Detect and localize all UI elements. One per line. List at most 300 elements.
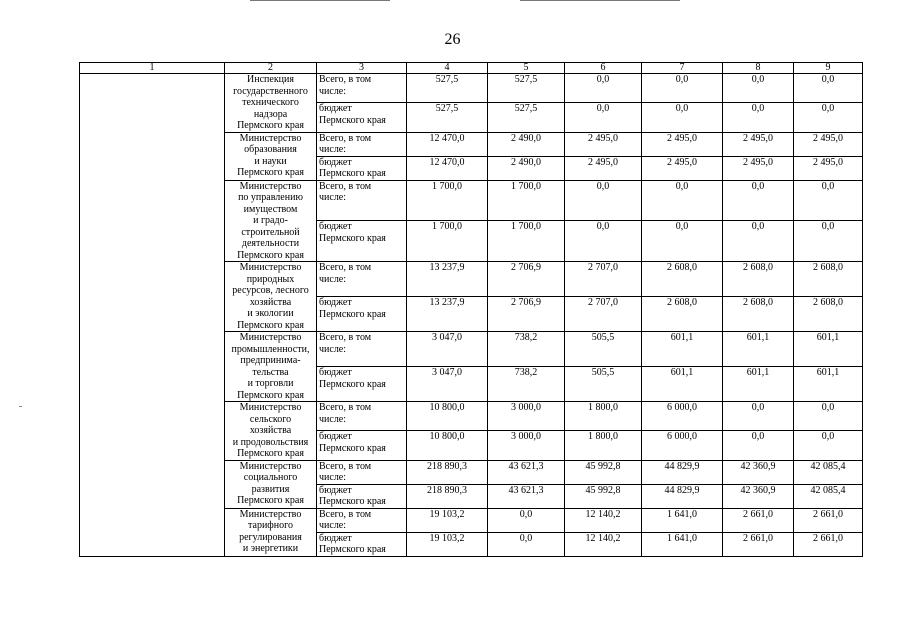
value-text: 0,0 bbox=[596, 103, 610, 115]
column-header: 4 bbox=[407, 63, 488, 74]
funding-type-line: Пермского края bbox=[319, 496, 386, 507]
value-text: 44 829,9 bbox=[664, 484, 700, 496]
value-text: 0,0 bbox=[751, 74, 765, 85]
value-cell-col-9 bbox=[794, 74, 863, 103]
value-text: 527,5 bbox=[514, 103, 538, 115]
funding-type-line: числе: bbox=[319, 472, 347, 483]
value-text: 2 490,0 bbox=[511, 132, 541, 144]
value-cell-col-6 bbox=[565, 132, 642, 156]
value-cell-col-7 bbox=[642, 431, 723, 460]
value-text: 2 490,0 bbox=[511, 156, 541, 168]
value-text: 738,2 bbox=[514, 367, 538, 378]
value-cell-col-5 bbox=[488, 508, 565, 532]
value-text: 42 085,4 bbox=[810, 460, 846, 472]
value-cell-col-6 bbox=[565, 508, 642, 532]
value-text: 3 047,0 bbox=[432, 367, 462, 378]
column-header: 9 bbox=[794, 63, 863, 74]
agency-name-line: Министерство bbox=[239, 132, 302, 144]
value-text: 19 103,2 bbox=[429, 532, 465, 544]
agency-cell bbox=[225, 460, 317, 508]
value-cell-col-7 bbox=[642, 74, 723, 103]
funding-type-line: Всего, в том bbox=[319, 262, 372, 273]
funding-type-cell bbox=[317, 221, 407, 262]
column-header: 7 bbox=[642, 63, 723, 74]
value-text: 13 237,9 bbox=[429, 262, 465, 273]
funding-type-line: бюджет bbox=[319, 297, 352, 308]
value-text: 218 890,3 bbox=[427, 460, 467, 472]
funding-type-cell bbox=[317, 402, 407, 431]
agency-name-line: природных bbox=[246, 273, 295, 285]
value-cell-col-4 bbox=[407, 431, 488, 460]
value-text: 10 800,0 bbox=[429, 402, 465, 413]
value-cell-col-8 bbox=[723, 156, 794, 180]
value-text: 2 495,0 bbox=[743, 132, 773, 144]
value-text: 0,0 bbox=[821, 74, 835, 85]
funding-type-cell bbox=[317, 262, 407, 297]
value-cell-col-6 bbox=[565, 402, 642, 431]
value-text: 0,0 bbox=[821, 221, 835, 233]
value-cell-col-8 bbox=[723, 508, 794, 532]
funding-type-line: числе: bbox=[319, 144, 347, 155]
agency-name-line: ресурсов, лесного bbox=[232, 285, 309, 296]
value-text: 42 360,9 bbox=[740, 460, 776, 472]
value-text: 12 470,0 bbox=[429, 156, 465, 168]
value-text: 527,5 bbox=[514, 74, 538, 85]
value-cell-col-7 bbox=[642, 460, 723, 484]
value-text: 42 360,9 bbox=[740, 484, 776, 496]
value-cell-col-4 bbox=[407, 367, 488, 402]
value-text: 10 800,0 bbox=[429, 431, 465, 443]
value-cell-col-6 bbox=[565, 74, 642, 103]
agency-name-line: образования bbox=[244, 144, 297, 155]
value-cell-col-8 bbox=[723, 221, 794, 262]
value-text: 738,2 bbox=[514, 332, 538, 343]
value-text: 2 608,0 bbox=[667, 297, 697, 308]
value-text: 601,1 bbox=[670, 367, 694, 378]
agency-name-line: Пермского края bbox=[237, 167, 304, 178]
funding-type-cell bbox=[317, 103, 407, 132]
funding-type-cell bbox=[317, 297, 407, 332]
value-cell-col-7 bbox=[642, 132, 723, 156]
funding-type-line: числе: bbox=[319, 85, 347, 97]
value-text: 527,5 bbox=[435, 74, 459, 85]
value-cell-col-9 bbox=[794, 431, 863, 460]
agency-name-line: и экологии bbox=[247, 308, 294, 319]
value-text: 19 103,2 bbox=[429, 508, 465, 520]
value-cell-col-5 bbox=[488, 297, 565, 332]
value-text: 45 992,8 bbox=[585, 460, 621, 472]
value-cell-col-8 bbox=[723, 367, 794, 402]
value-text: 43 621,3 bbox=[508, 460, 544, 472]
value-cell-col-9 bbox=[794, 132, 863, 156]
value-cell-col-5 bbox=[488, 221, 565, 262]
agency-name-line: технического bbox=[242, 97, 299, 108]
value-text: 3 000,0 bbox=[511, 431, 541, 443]
value-text: 12 470,0 bbox=[429, 132, 465, 144]
value-text: 2 495,0 bbox=[588, 132, 618, 144]
value-cell-col-6 bbox=[565, 532, 642, 556]
value-text: 0,0 bbox=[519, 508, 533, 520]
agency-name-line: регулирования bbox=[239, 531, 302, 543]
value-cell-col-8 bbox=[723, 132, 794, 156]
column-header: 8 bbox=[723, 63, 794, 74]
value-cell-col-4 bbox=[407, 74, 488, 103]
value-cell-col-7 bbox=[642, 180, 723, 221]
value-cell-col-5 bbox=[488, 460, 565, 484]
value-text: 1 700,0 bbox=[511, 221, 541, 233]
agency-name-line: Министерство bbox=[239, 508, 302, 520]
agency-name-line: Министерство bbox=[239, 262, 302, 273]
value-cell-col-8 bbox=[723, 431, 794, 460]
agency-name-line: имуществом bbox=[243, 203, 298, 215]
value-text: 43 621,3 bbox=[508, 484, 544, 496]
value-cell-col-5 bbox=[488, 332, 565, 367]
agency-name-line: развития bbox=[251, 483, 290, 495]
value-text: 2 661,0 bbox=[813, 508, 843, 520]
value-cell-col-7 bbox=[642, 103, 723, 132]
value-text: 2 707,0 bbox=[588, 262, 618, 273]
agency-name-line: надзора bbox=[253, 108, 288, 120]
agency-name-line: Пермского края bbox=[237, 495, 304, 506]
value-cell-col-9 bbox=[794, 103, 863, 132]
column-header: 6 bbox=[565, 63, 642, 74]
value-text: 527,5 bbox=[435, 103, 459, 115]
header-row bbox=[80, 63, 863, 74]
value-cell-col-7 bbox=[642, 332, 723, 367]
value-cell-col-5 bbox=[488, 180, 565, 221]
value-text: 0,0 bbox=[751, 402, 765, 413]
funding-type-line: числе: bbox=[319, 273, 347, 285]
funding-type-line: бюджет bbox=[319, 431, 352, 443]
value-cell-col-9 bbox=[794, 180, 863, 221]
value-text: 0,0 bbox=[751, 431, 765, 443]
value-cell-col-6 bbox=[565, 262, 642, 297]
value-text: 2 495,0 bbox=[813, 132, 843, 144]
agency-cell bbox=[225, 132, 317, 180]
value-cell-col-5 bbox=[488, 74, 565, 103]
value-cell-col-8 bbox=[723, 297, 794, 332]
funding-type-cell bbox=[317, 180, 407, 221]
value-cell-col-9 bbox=[794, 367, 863, 402]
value-text: 0,0 bbox=[675, 221, 689, 233]
value-text: 2 661,0 bbox=[743, 532, 773, 544]
value-cell-col-7 bbox=[642, 297, 723, 332]
value-text: 2 608,0 bbox=[743, 297, 773, 308]
value-cell-col-5 bbox=[488, 156, 565, 180]
value-cell-col-6 bbox=[565, 367, 642, 402]
value-text: 2 495,0 bbox=[667, 132, 697, 144]
value-cell-col-6 bbox=[565, 460, 642, 484]
value-cell-col-8 bbox=[723, 262, 794, 297]
value-cell-col-4 bbox=[407, 103, 488, 132]
value-cell-col-8 bbox=[723, 484, 794, 508]
funding-type-line: Всего, в том bbox=[319, 132, 372, 144]
agency-name-line: предпринима- bbox=[240, 355, 301, 366]
value-text: 505,5 bbox=[591, 367, 615, 378]
funding-type-line: бюджет bbox=[319, 484, 352, 496]
value-text: 44 829,9 bbox=[664, 460, 700, 472]
agency-name-line: и науки bbox=[254, 155, 287, 167]
value-text: 2 608,0 bbox=[813, 262, 843, 273]
value-text: 0,0 bbox=[675, 103, 689, 115]
agency-cell bbox=[225, 332, 317, 402]
value-cell-col-9 bbox=[794, 532, 863, 556]
value-text: 1 800,0 bbox=[588, 431, 618, 443]
budget-table bbox=[79, 62, 863, 557]
value-text: 2 608,0 bbox=[813, 297, 843, 308]
funding-type-line: Всего, в том bbox=[319, 460, 372, 472]
agency-name-line: хозяйства bbox=[249, 425, 292, 436]
agency-name-line: и градо- bbox=[253, 215, 288, 226]
value-text: 2 608,0 bbox=[743, 262, 773, 273]
column-header: 5 bbox=[488, 63, 565, 74]
value-cell-col-5 bbox=[488, 431, 565, 460]
agency-name-line: и продовольствия bbox=[232, 436, 309, 448]
agency-name-line: Министерство bbox=[239, 180, 302, 192]
value-cell-col-4 bbox=[407, 532, 488, 556]
value-text: 0,0 bbox=[821, 431, 835, 443]
value-text: 6 000,0 bbox=[667, 402, 697, 413]
value-text: 1 641,0 bbox=[667, 508, 697, 520]
agency-name-line: Министерство bbox=[239, 460, 302, 472]
value-text: 0,0 bbox=[751, 221, 765, 233]
value-cell-col-5 bbox=[488, 262, 565, 297]
funding-type-cell bbox=[317, 74, 407, 103]
value-cell-col-7 bbox=[642, 508, 723, 532]
value-cell-col-8 bbox=[723, 74, 794, 103]
value-text: 601,1 bbox=[670, 332, 694, 343]
value-text: 0,0 bbox=[596, 180, 610, 192]
funding-type-line: числе: bbox=[319, 520, 347, 531]
value-text: 0,0 bbox=[751, 103, 765, 115]
funding-type-cell bbox=[317, 367, 407, 402]
value-text: 1 800,0 bbox=[588, 402, 618, 413]
value-cell-col-9 bbox=[794, 402, 863, 431]
value-cell-col-4 bbox=[407, 508, 488, 532]
agency-name-line: государственного bbox=[233, 85, 308, 97]
agency-name-line: тарифного bbox=[248, 520, 293, 531]
agency-name-line: Пермского края bbox=[237, 389, 304, 401]
value-text: 6 000,0 bbox=[667, 431, 697, 443]
value-cell-col-5 bbox=[488, 367, 565, 402]
value-text: 0,0 bbox=[675, 74, 689, 85]
funding-type-cell bbox=[317, 132, 407, 156]
value-text: 2 706,9 bbox=[511, 297, 541, 308]
value-text: 2 661,0 bbox=[743, 508, 773, 520]
value-text: 601,1 bbox=[816, 332, 840, 343]
value-cell-col-5 bbox=[488, 132, 565, 156]
value-cell-col-6 bbox=[565, 221, 642, 262]
value-cell-col-7 bbox=[642, 484, 723, 508]
page-number: 26 bbox=[444, 31, 461, 48]
column-1-cell bbox=[80, 74, 225, 557]
value-cell-col-7 bbox=[642, 402, 723, 431]
agency-name-line: Министерство bbox=[239, 332, 302, 343]
funding-type-line: Всего, в том bbox=[319, 180, 372, 192]
top-rule-left bbox=[250, 0, 390, 1]
value-text: 0,0 bbox=[751, 180, 765, 192]
value-text: 2 661,0 bbox=[813, 532, 843, 544]
funding-type-line: числе: bbox=[319, 192, 347, 203]
column-header: 1 bbox=[80, 63, 225, 74]
funding-type-line: Всего, в том bbox=[319, 402, 372, 413]
value-text: 601,1 bbox=[816, 367, 840, 378]
agency-name-line: деятельности bbox=[241, 238, 300, 249]
agency-name-line: хозяйства bbox=[249, 296, 292, 308]
value-cell-col-9 bbox=[794, 332, 863, 367]
value-text: 2 706,9 bbox=[511, 262, 541, 273]
value-text: 1 700,0 bbox=[432, 221, 462, 233]
value-cell-col-9 bbox=[794, 156, 863, 180]
value-cell-col-6 bbox=[565, 156, 642, 180]
column-header: 2 bbox=[225, 63, 317, 74]
value-text: 2 495,0 bbox=[667, 156, 697, 168]
value-text: 2 707,0 bbox=[588, 297, 618, 308]
funding-type-cell bbox=[317, 431, 407, 460]
agency-name-line: по управлению bbox=[238, 192, 303, 203]
value-cell-col-4 bbox=[407, 221, 488, 262]
value-cell-col-8 bbox=[723, 332, 794, 367]
value-cell-col-7 bbox=[642, 262, 723, 297]
value-text: 601,1 bbox=[746, 332, 770, 343]
value-text: 12 140,2 bbox=[585, 532, 621, 544]
value-text: 2 495,0 bbox=[743, 156, 773, 168]
value-cell-col-4 bbox=[407, 297, 488, 332]
agency-cell bbox=[225, 402, 317, 461]
value-cell-col-4 bbox=[407, 484, 488, 508]
value-text: 12 140,2 bbox=[585, 508, 621, 520]
agency-name-line: сельского bbox=[249, 413, 292, 425]
agency-name-line: строительной bbox=[241, 226, 300, 238]
funding-type-line: Пермского края bbox=[319, 168, 386, 179]
value-cell-col-5 bbox=[488, 103, 565, 132]
value-text: 1 700,0 bbox=[511, 180, 541, 192]
agency-name-line: тельства bbox=[252, 366, 289, 378]
value-cell-col-8 bbox=[723, 460, 794, 484]
value-cell-col-9 bbox=[794, 262, 863, 297]
value-cell-col-4 bbox=[407, 402, 488, 431]
margin-mark bbox=[19, 406, 22, 407]
value-cell-col-7 bbox=[642, 156, 723, 180]
funding-type-line: Всего, в том bbox=[319, 332, 372, 343]
agency-name-line: промышленности, bbox=[231, 343, 310, 355]
value-cell-col-5 bbox=[488, 484, 565, 508]
value-cell-col-9 bbox=[794, 460, 863, 484]
value-cell-col-6 bbox=[565, 297, 642, 332]
value-cell-col-5 bbox=[488, 402, 565, 431]
value-cell-col-7 bbox=[642, 367, 723, 402]
value-text: 3 000,0 bbox=[511, 402, 541, 413]
funding-type-line: Пермского края bbox=[319, 544, 386, 555]
funding-type-line: бюджет bbox=[319, 367, 352, 378]
agency-name-line: и торговли bbox=[247, 378, 294, 389]
funding-type-line: Пермского края bbox=[319, 378, 386, 390]
value-cell-col-5 bbox=[488, 532, 565, 556]
value-cell-col-4 bbox=[407, 132, 488, 156]
value-text: 3 047,0 bbox=[432, 332, 462, 343]
funding-type-cell bbox=[317, 532, 407, 556]
funding-type-cell bbox=[317, 484, 407, 508]
value-cell-col-8 bbox=[723, 103, 794, 132]
value-text: 0,0 bbox=[821, 402, 835, 413]
value-text: 45 992,8 bbox=[585, 484, 621, 496]
value-cell-col-7 bbox=[642, 221, 723, 262]
agency-name-line: Инспекция bbox=[247, 74, 294, 85]
funding-type-line: Пермского края bbox=[319, 232, 386, 244]
value-cell-col-6 bbox=[565, 484, 642, 508]
value-cell-col-9 bbox=[794, 484, 863, 508]
agency-name-line: Пермского края bbox=[237, 120, 304, 131]
value-cell-col-4 bbox=[407, 460, 488, 484]
agency-name-line: и энергетики bbox=[242, 543, 299, 554]
value-text: 0,0 bbox=[596, 74, 610, 85]
funding-type-cell bbox=[317, 156, 407, 180]
value-cell-col-6 bbox=[565, 431, 642, 460]
agency-cell bbox=[225, 508, 317, 556]
value-cell-col-6 bbox=[565, 332, 642, 367]
funding-type-line: Пермского края bbox=[319, 442, 386, 454]
value-cell-col-4 bbox=[407, 262, 488, 297]
table-body bbox=[80, 74, 863, 557]
agency-cell bbox=[225, 262, 317, 332]
value-text: 2 495,0 bbox=[588, 156, 618, 168]
funding-type-line: Пермского края bbox=[319, 114, 386, 126]
value-cell-col-8 bbox=[723, 180, 794, 221]
value-text: 42 085,4 bbox=[810, 484, 846, 496]
value-text: 0,0 bbox=[821, 103, 835, 115]
value-cell-col-8 bbox=[723, 532, 794, 556]
top-rule-right bbox=[520, 0, 680, 1]
funding-type-line: Пермского края bbox=[319, 308, 386, 320]
funding-type-line: бюджет bbox=[319, 103, 352, 115]
value-cell-col-4 bbox=[407, 156, 488, 180]
column-header: 3 bbox=[317, 63, 407, 74]
agency-name-line: Пермского края bbox=[237, 448, 304, 459]
agency-name-line: Пермского края bbox=[237, 249, 304, 261]
value-cell-col-4 bbox=[407, 180, 488, 221]
value-text: 0,0 bbox=[519, 532, 533, 544]
funding-type-line: бюджет bbox=[319, 156, 352, 168]
agency-cell bbox=[225, 180, 317, 262]
value-cell-col-8 bbox=[723, 402, 794, 431]
value-text: 0,0 bbox=[596, 221, 610, 233]
value-text: 0,0 bbox=[675, 180, 689, 192]
funding-type-line: бюджет bbox=[319, 221, 352, 233]
value-text: 2 495,0 bbox=[813, 156, 843, 168]
value-text: 601,1 bbox=[746, 367, 770, 378]
funding-type-line: числе: bbox=[319, 343, 347, 355]
agency-cell bbox=[225, 74, 317, 133]
funding-type-line: Всего, в том bbox=[319, 508, 372, 520]
value-text: 1 641,0 bbox=[667, 532, 697, 544]
value-cell-col-6 bbox=[565, 180, 642, 221]
funding-type-line: Всего, в том bbox=[319, 74, 372, 85]
funding-type-cell bbox=[317, 332, 407, 367]
agency-name-line: Министерство bbox=[239, 402, 302, 413]
table-row bbox=[80, 74, 863, 103]
value-cell-col-9 bbox=[794, 297, 863, 332]
value-cell-col-9 bbox=[794, 221, 863, 262]
value-text: 505,5 bbox=[591, 332, 615, 343]
funding-type-cell bbox=[317, 508, 407, 532]
funding-type-cell bbox=[317, 460, 407, 484]
agency-name-line: социального bbox=[243, 472, 298, 483]
value-cell-col-4 bbox=[407, 332, 488, 367]
funding-type-line: числе: bbox=[319, 413, 347, 425]
value-cell-col-6 bbox=[565, 103, 642, 132]
value-text: 2 608,0 bbox=[667, 262, 697, 273]
value-cell-col-9 bbox=[794, 508, 863, 532]
